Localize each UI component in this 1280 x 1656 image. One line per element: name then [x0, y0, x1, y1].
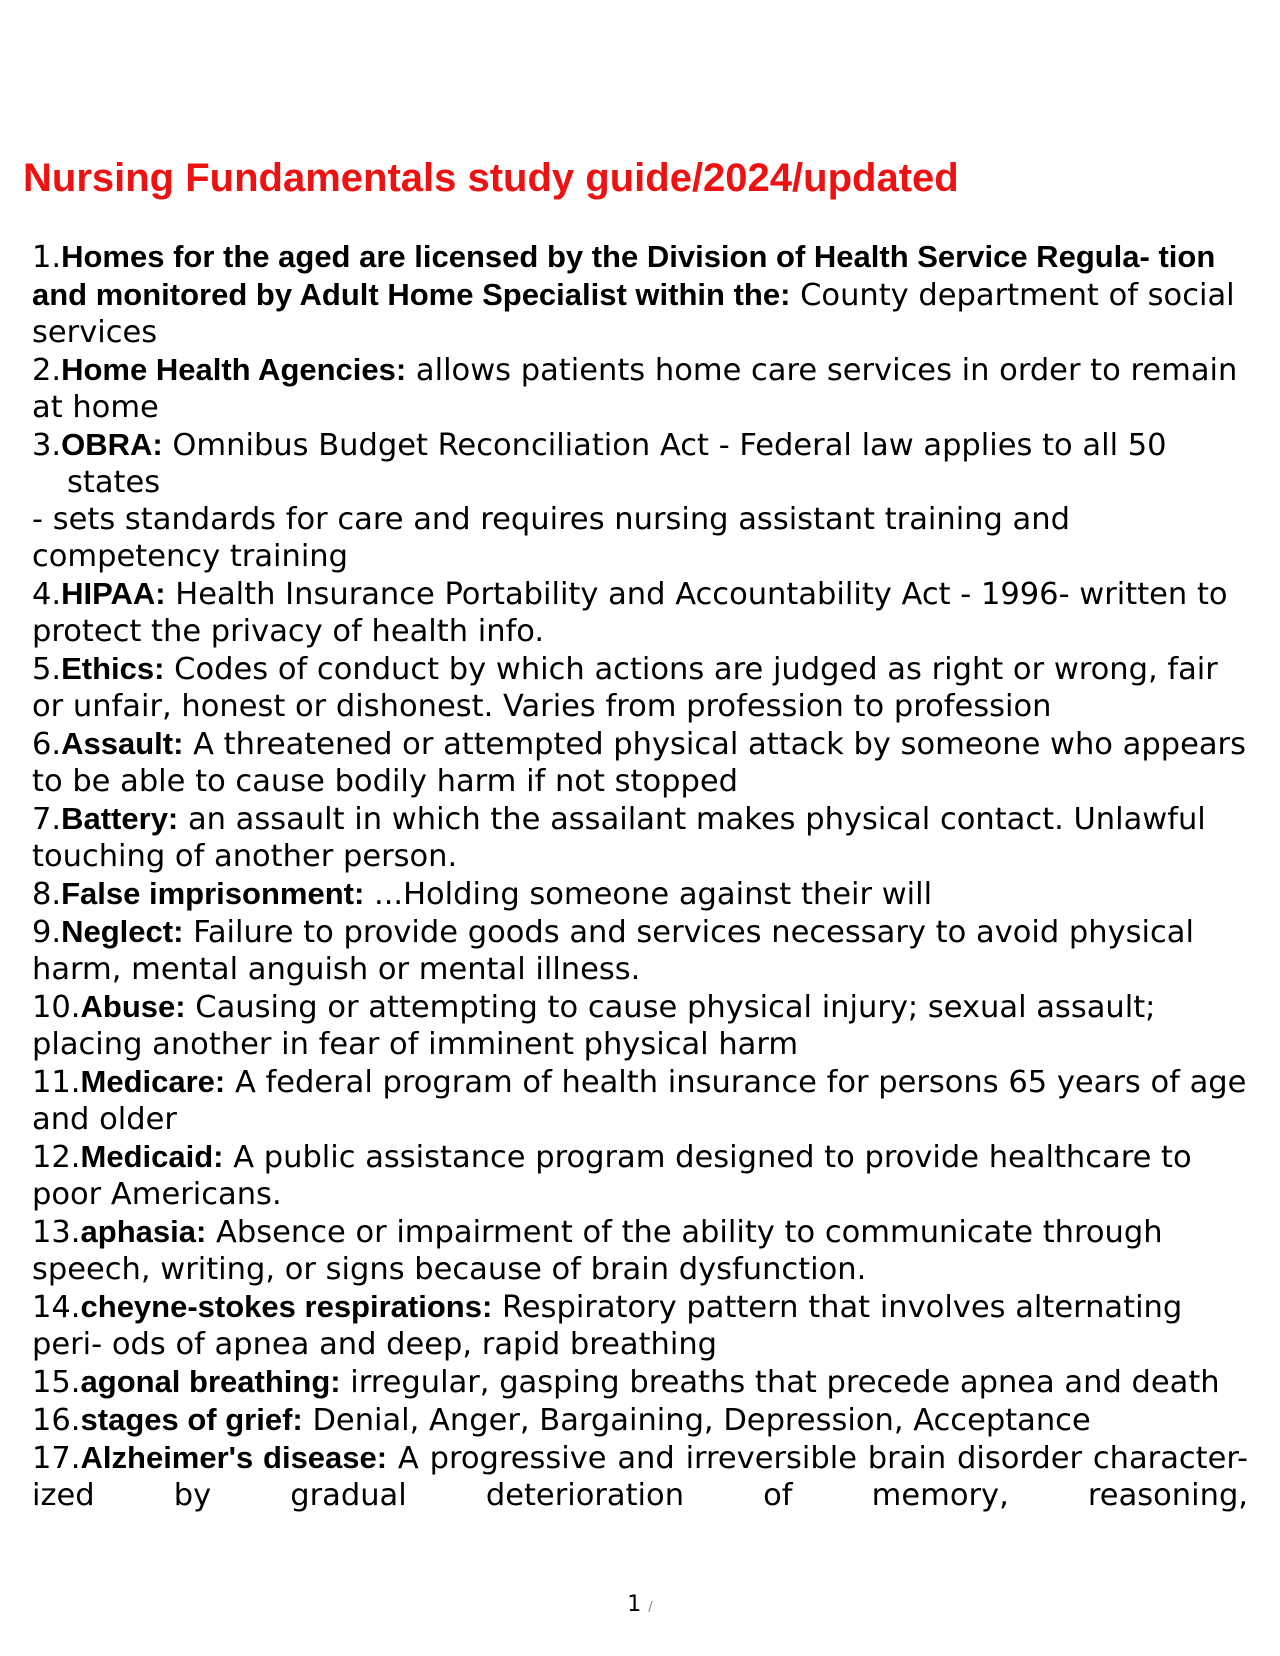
item-term: agonal breathing: — [80, 1364, 341, 1399]
list-item — [32, 238, 1248, 351]
item-number: 5. — [32, 652, 62, 687]
item-term: OBRA: — [61, 427, 163, 462]
list-item-continuation — [32, 501, 1248, 575]
item-definition: Denial, Anger, Bargaining, Depression, Acceptance — [312, 1403, 1091, 1438]
item-term: Assault: — [61, 726, 184, 761]
item-number: 9. — [32, 915, 62, 950]
item-definition: A progressive and irreversible brain disorder character- ized by gradual deterioration of memory, reasoning, — [32, 1441, 1248, 1513]
item-number: 2. — [32, 353, 62, 388]
item-definition: an assault in which the assailant makes physical contact. Unlawful touching of another person. — [32, 802, 1206, 874]
item-continuation-text: - sets standards for care and requires nursing assistant training and competency training — [32, 502, 1070, 574]
item-definition: Failure to provide goods and services necessary to avoid physical harm, mental anguish or mental illness. — [32, 915, 1194, 987]
item-term: cheyne-stokes respirations: — [80, 1289, 493, 1324]
item-term: Home Health Agencies: — [61, 352, 407, 387]
list-item — [32, 988, 1248, 1063]
list-item — [32, 1138, 1248, 1213]
item-definition: Absence or impairment of the ability to communicate through speech, writing, or signs because of brain dysfunction. — [32, 1215, 1163, 1287]
item-definition: A public assistance program designed to provide healthcare to poor Americans. — [32, 1140, 1192, 1212]
item-definition: Health Insurance Portability and Accountability Act - 1996- written to protect the privacy of health info. — [32, 577, 1228, 649]
list-item — [32, 875, 1248, 913]
item-definition: A threatened or attempted physical attack by someone who appears to be able to cause bodily harm if not stopped — [32, 727, 1246, 799]
list-item — [32, 426, 1248, 501]
item-number: 13. — [32, 1215, 81, 1250]
list-item — [32, 351, 1248, 426]
item-definition: allows patients home care services in order to remain at home — [32, 353, 1238, 425]
list-item — [32, 725, 1248, 800]
item-definition: irregular, gasping breaths that precede apnea and death — [350, 1365, 1220, 1400]
page-separator: / — [648, 1600, 653, 1615]
item-term: Medicare: — [80, 1064, 226, 1099]
item-number: 16. — [32, 1403, 81, 1438]
item-definition: A federal program of health insurance for persons 65 years of age and older — [32, 1065, 1247, 1137]
list-item — [32, 1439, 1248, 1514]
list-item — [32, 1401, 1248, 1439]
item-definition: ...Holding someone against their will — [374, 877, 933, 912]
item-number: 4. — [32, 577, 62, 612]
list-item — [32, 1288, 1248, 1363]
item-number: 17. — [32, 1441, 81, 1476]
item-number: 3. — [32, 428, 62, 463]
item-term: Neglect: — [61, 914, 184, 949]
item-term: False imprisonment: — [61, 876, 365, 911]
item-term: Homes for the aged are licensed by the Division of Health Service Regula- tion and monitored by Adult Home Specialist within the: — [32, 239, 1216, 312]
item-number: 7. — [32, 802, 62, 837]
item-number: 8. — [32, 877, 62, 912]
page-number: 1 — [627, 1592, 642, 1617]
item-term: Alzheimer's disease: — [80, 1440, 388, 1475]
item-definition: Causing or attempting to cause physical injury; sexual assault; placing another in fear of imminent physical harm — [32, 990, 1156, 1062]
list-item — [32, 800, 1248, 875]
page-title: Nursing Fundamentals study guide/2024/updated — [23, 156, 959, 200]
item-definition: Respiratory pattern that involves alternating peri- ods of apnea and deep, rapid breathing — [32, 1290, 1183, 1362]
list-item — [32, 1063, 1248, 1138]
item-number: 14. — [32, 1290, 81, 1325]
list-item — [32, 913, 1248, 988]
item-definition: Omnibus Budget Reconciliation Act - Federal law applies to all 50 states — [67, 428, 1167, 500]
item-term: stages of grief: — [80, 1402, 303, 1437]
item-term: HIPAA: — [61, 576, 166, 611]
list-item — [32, 575, 1248, 650]
item-term: Battery: — [61, 801, 179, 836]
item-definition: Codes of conduct by which actions are judged as right or wrong, fair or unfair, honest or dishonest. Varies from profession to profession — [32, 652, 1218, 724]
item-term: Abuse: — [80, 989, 186, 1024]
item-number: 6. — [32, 727, 62, 762]
list-item — [32, 1213, 1248, 1288]
item-number: 11. — [32, 1065, 81, 1100]
item-number: 15. — [32, 1365, 81, 1400]
study-guide-list — [32, 238, 1248, 1514]
item-term: aphasia: — [80, 1214, 207, 1249]
item-term: Ethics: — [61, 651, 165, 686]
item-definition: County department of social services — [32, 278, 1235, 350]
list-item — [32, 1363, 1248, 1401]
item-term: Medicaid: — [80, 1139, 224, 1174]
list-item — [32, 650, 1248, 725]
item-number: 12. — [32, 1140, 81, 1175]
page-footer — [0, 1591, 1280, 1622]
item-number: 1. — [32, 240, 62, 275]
item-number: 10. — [32, 990, 81, 1025]
